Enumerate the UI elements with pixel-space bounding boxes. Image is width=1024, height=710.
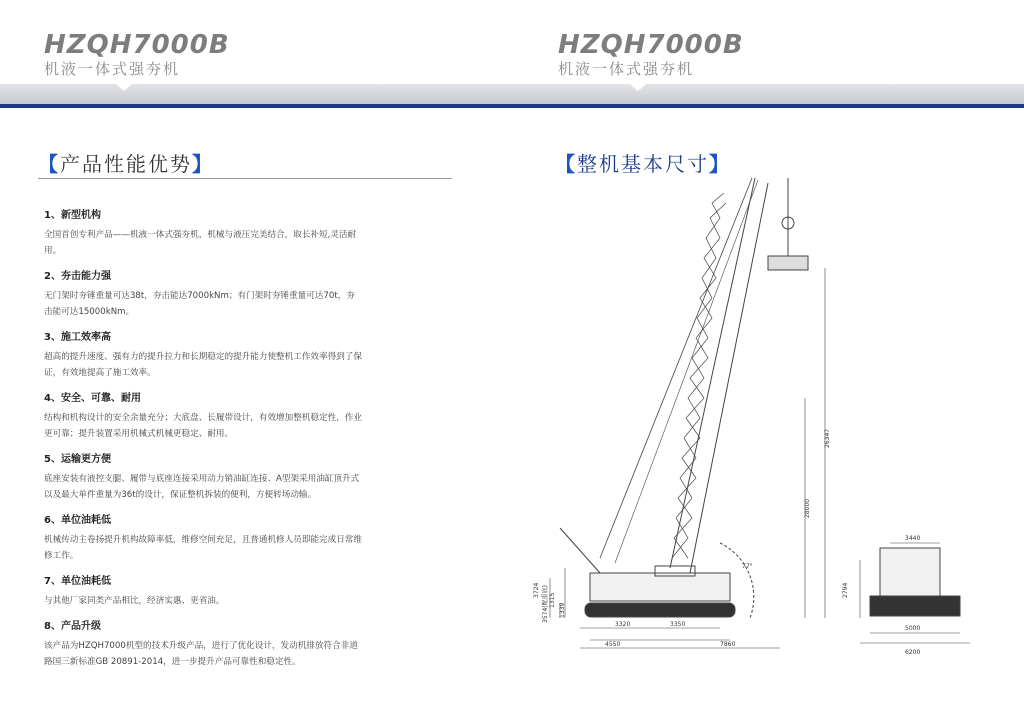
band-notch-right [630,84,646,91]
item-text: 无门架时夯锤重量可达38t，夯击能达7000kNm；有门架时夯锤重量可达70t，夯击能可达15000kNm。 [44,291,355,317]
item-heading: 7、单位油耗低 [44,576,111,587]
item-heading: 4、安全、可靠、耐用 [44,393,141,404]
item-text: 底座安装有液控支腿、履带与底座连接采用动力销油缸连接、A型架采用油缸顶升式以及最大单件重量为36t的设计，保证整机拆装的便利，方便转场动输。 [44,474,360,500]
header-band-line [0,104,1024,108]
item-text: 全国首创专利产品——机液一体式强夯机，机械与液压完美结合，取长补短,灵活耐用。 [44,230,357,256]
item-text: 机械传动主卷扬提升机构故障率低，维修空间充足，且普通机修人员即能完成日常维修工作。 [44,535,362,561]
model-title-left: HZQH7000B [44,30,230,60]
crane-dimension-drawing [520,148,990,668]
model-subtitle-left: 机液一体式强夯机 [44,60,181,78]
item-text: 超高的提升速度、强有力的提升拉力和长期稳定的提升能力使整机工作效率得到了保证，有效地提高了施工效率。 [44,352,362,378]
dim-label: 26347 [824,428,831,448]
dim-label: 3574(配重底) [542,585,549,623]
pendant-line [600,178,752,558]
item-heading: 8、产品升级 [44,621,101,632]
crawler-track [585,603,735,617]
dim-label: 7860 [720,641,736,648]
model-subtitle-right: 机液一体式强夯机 [558,60,695,78]
list-item [44,572,362,609]
dim-label: 3724 [533,582,540,598]
bracket-close: 】 [192,152,214,176]
section-title-advantages: 【产品性能优势】 [38,152,214,176]
section-title-dimensions: 【整机基本尺寸】 [555,152,731,176]
item-heading: 3、施工效率高 [44,332,111,343]
section-rule [38,178,452,179]
item-heading: 2、夯击能力强 [44,271,111,282]
item-text: 与其他厂家同类产品相比，经济实惠、更省油。 [44,596,225,606]
item-heading: 5、运输更方便 [44,454,111,465]
dim-label: 5000 [905,625,921,632]
dim-label: 6200 [905,649,921,656]
dim-label: 3320 [615,621,631,628]
dim-label: 2794 [842,582,849,598]
model-title-right: HZQH7000B [558,30,744,60]
list-item [44,267,362,320]
list-item [44,206,362,259]
bracket-open: 【 [555,152,577,176]
advantage-list [44,206,362,678]
item-text: 该产品为HZQH7000机型的技术升级产品，进行了优化设计，发动机排放符合非道路国三新标准GB 20891-2014，进一步提升产品可靠性和稳定性。 [44,641,358,667]
dim-label: 1339 [559,602,566,618]
band-notch-left [116,84,132,91]
list-item [44,617,362,670]
dim-label: 28000 [804,498,811,518]
list-item [44,450,362,503]
dim-label: 77° [742,563,753,570]
item-heading: 6、单位油耗低 [44,515,111,526]
tamping-hammer [768,256,808,270]
base-machine [560,528,735,617]
dim-label: 3350 [670,621,686,628]
dim-label: 3440 [905,535,921,542]
dim-label: 1315 [549,592,556,608]
header-band [0,84,1024,104]
item-heading: 1、新型机构 [44,210,101,221]
bracket-open: 【 [38,152,60,176]
bracket-close: 】 [709,152,731,176]
list-item [44,511,362,564]
page-header [0,0,1024,110]
item-text: 结构和机构设计的安全余量充分；大底盘、长履带设计，有效增加整机稳定性，作业更可靠；提升装置采用机械式机械更稳定、耐用。 [44,413,362,439]
dim-label: 4550 [605,641,621,648]
list-item [44,328,362,381]
list-item [44,389,362,442]
